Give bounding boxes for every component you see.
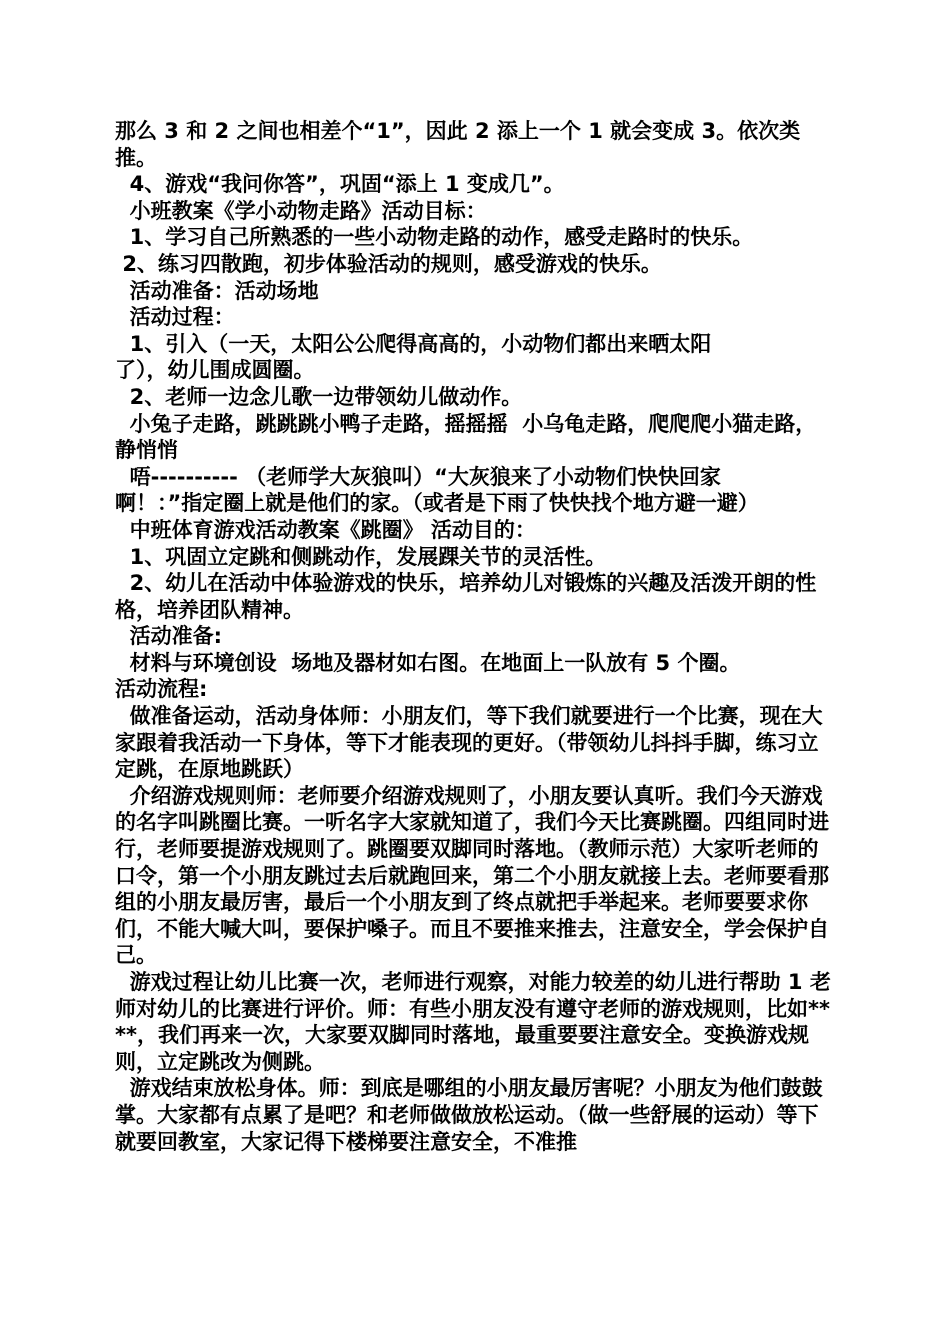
goal-item-1: 1、学习自己所熟悉的一些小动物走路的动作，感受走路时的快乐。	[115, 225, 754, 250]
process-step-1-line-2: 了），幼儿围成圆圈。	[115, 358, 315, 383]
process-step-2: 2、老师一边念儿歌一边带领幼儿做动作。	[115, 384, 523, 409]
purpose-item-1: 1、巩固立定跳和侧跳动作，发展踝关节的灵活性。	[115, 544, 607, 569]
activity-process-heading: 活动过程：	[115, 305, 235, 330]
wolf-game-line-2: 啊！：”指定圈上就是他们的家。（或者是下雨了快快找个地方避一避）	[115, 491, 759, 516]
heading-middle-class-lesson: 中班体育游戏活动教案《跳圈》 活动目的：	[115, 517, 536, 542]
paragraph-intro-continuation: 那么 3 和 2 之间也相差个“1”，因此 2 添上一个 1 就会变成 3。依次类推。	[115, 119, 801, 170]
paragraph-game-step-4: 4、游戏“我问你答”，巩固“添上 1 变成几”。	[115, 172, 565, 197]
purpose-item-2: 2、幼儿在活动中体验游戏的快乐，培养幼儿对锻炼的兴趣及活泼开朗的性格，培养团队精神。	[115, 571, 817, 622]
heading-small-class-lesson: 小班教案《学小动物走路》活动目标：	[115, 198, 487, 223]
materials-paragraph: 材料与环境创设 场地及器材如右图。在地面上一队放有 5 个圈。	[115, 650, 741, 675]
activity-preparation: 活动准备：活动场地	[115, 278, 319, 303]
document-body	[115, 118, 837, 1155]
process-step-1-line-1: 1、引入（一天，太阳公公爬得高高的，小动物们都出来晒太阳	[115, 331, 712, 356]
game-end-paragraph: 游戏结束放松身体。师：到底是哪组的小朋友最厉害呢？小朋友为他们鼓鼓掌。大家都有点累了是吧？和老师做做放松运动。（做一些舒展的运动）等下就要回教室，大家记得下楼梯要注意安全，不准推	[115, 1076, 823, 1154]
flow-heading: 活动流程:	[115, 677, 208, 702]
game-process-paragraph: 游戏过程让幼儿比赛一次，老师进行观察，对能力较差的幼儿进行帮助 1 老师对幼儿的比赛进行评价。师：有些小朋友没有遵守老师的游戏规则，比如****，我们再来一次，大家要双脚同时落地，最重要要注意安全。变换游戏规则，立定跳改为侧跳。	[115, 970, 831, 1074]
preparation-heading: 活动准备:	[115, 624, 223, 649]
nursery-rhyme-text: 小兔子走路，跳跳跳小鸭子走路，摇摇摇 小乌龟走路，爬爬爬小猫走路，静悄悄	[115, 411, 817, 463]
rules-paragraph: 介绍游戏规则师：老师要介绍游戏规则了，小朋友要认真听。我们今天游戏的名字叫跳圈比赛。一听名字大家就知道了，我们今天比赛跳圈。四组同时进行，老师要提游戏规则了。跳圈要双脚同时落地。（教师示范）大家听老师的口令，第一个小朋友跳过去后就跑回来，第二个小朋友就接上去。老师要看那组的小朋友最厉害，最后一个小朋友到了终点就把手举起来。老师要要求你们，不能大喊大叫，要保护嗓子。而且不要推来推去，注意安全，学会保护自己。	[115, 783, 829, 968]
warmup-paragraph: 做准备运动，活动身体师：小朋友们，等下我们就要进行一个比赛，现在大家跟着我活动一下身体，等下才能表现的更好。（带领幼儿抖抖手脚，练习立定跳，在原地跳跃）	[115, 704, 823, 782]
goal-item-2: 2、练习四散跑，初步体验活动的规则，感受游戏的快乐。	[115, 251, 662, 276]
wolf-game-line-1: 唔---------- （老师学大灰狼叫）“大灰狼来了小动物们快快回家	[115, 464, 721, 489]
